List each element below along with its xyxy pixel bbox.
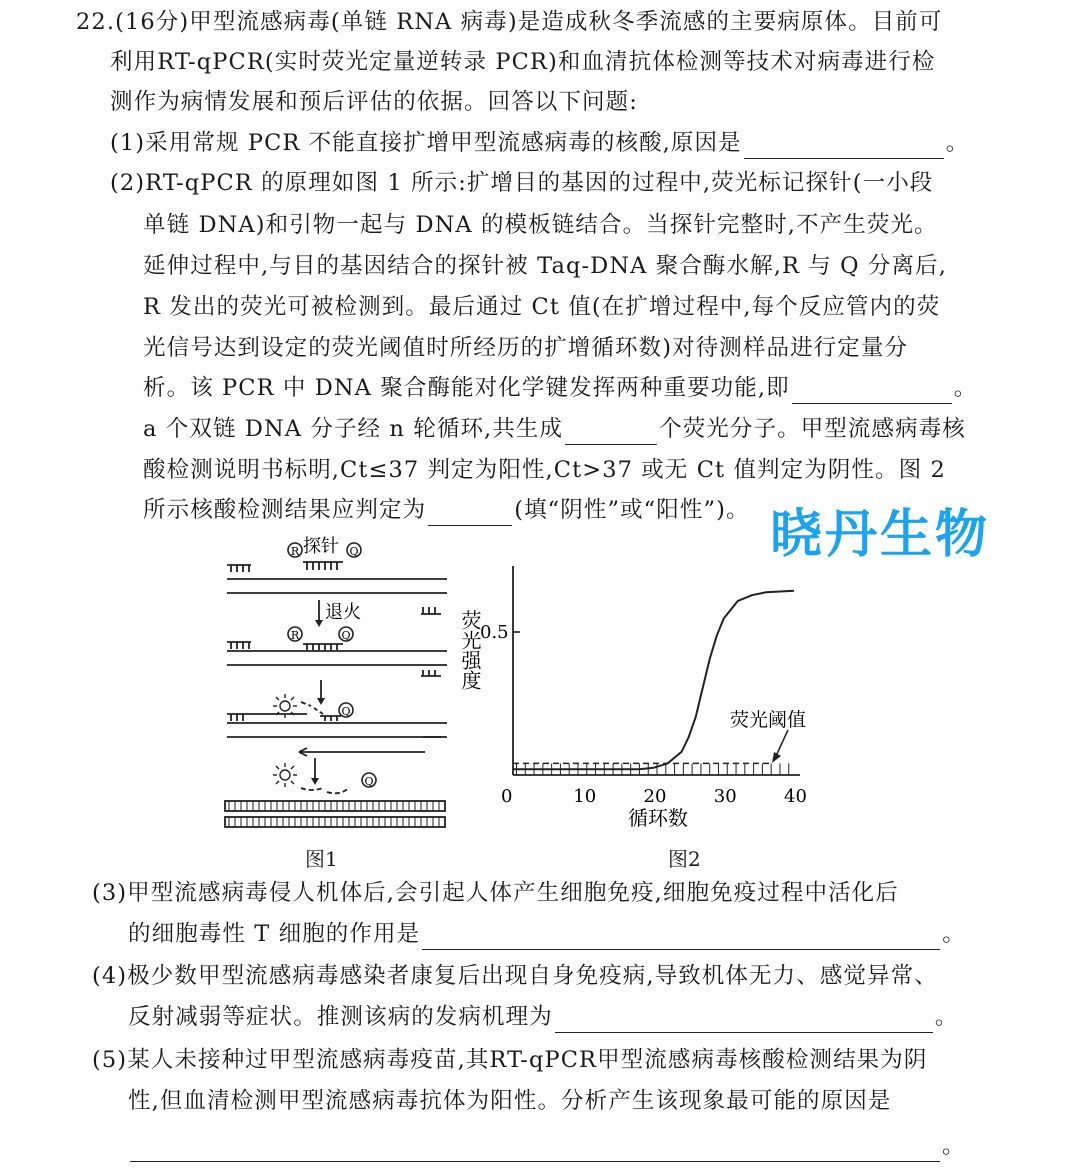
fluorescence-burst-icon-2 (273, 763, 297, 787)
q3-blank[interactable] (422, 923, 940, 950)
q2-l6-period: 。 (953, 375, 978, 401)
q5-line-3 (128, 1130, 966, 1162)
quencher-label-3: Q (341, 705, 351, 718)
figure2-chart (450, 560, 820, 840)
figure2-caption: 图2 (668, 847, 701, 871)
q4-line-1: (4)极少数甲型流感病毒感染者康复后出现自身免疫病,导致机体无力、感觉异常、 (92, 963, 938, 989)
q2-line-3: 延伸过程中,与目的基因结合的探针被 Taq-DNA 聚合酶水解,R 与 Q 分离后, (143, 253, 947, 279)
q2-line-9a: 所示核酸检测结果应判定为 (143, 497, 427, 523)
probe-label: 探针 (303, 536, 339, 557)
q2-line-7 (143, 413, 966, 445)
q2-line-7a: a 个双链 DNA 分子经 n 轮循环,共生成 (143, 416, 564, 442)
q1-period: 。 (945, 130, 970, 156)
x-tick-label: 40 (784, 786, 807, 807)
q4-line-2-text: 反射减弱等症状。推测该病的发病机理为 (128, 1004, 553, 1030)
threshold-pointer (776, 730, 788, 756)
q3-line-2-text: 的细胞毒性 T 细胞的作用是 (128, 921, 421, 947)
q1-blank[interactable] (744, 132, 944, 159)
q2-line-6-text: 析。该 PCR 中 DNA 聚合酶能对化学键发挥两种重要功能,即 (143, 375, 790, 401)
x-tick-label: 0 (501, 786, 513, 807)
q2-blank-result[interactable] (428, 499, 512, 526)
q5-blank[interactable] (130, 1135, 940, 1162)
q2-line-2: 单链 DNA)和引物一起与 DNA 的模板链结合。当探针完整时,不产生荧光。 (143, 212, 938, 238)
figure1-caption: 图1 (305, 847, 338, 871)
figure1-diagram (215, 530, 465, 840)
q2-line-9b: (填“阴性”或“阳性”)。 (514, 497, 750, 523)
q2-blank-count[interactable] (565, 418, 657, 445)
watermark: 晓丹生物 (770, 505, 991, 565)
q2-line-7b: 个荧光分子。甲型流感病毒核 (659, 416, 966, 442)
q4-period: 。 (934, 1004, 959, 1030)
x-tick-label: 30 (713, 786, 737, 807)
q2-line-1: (2)RT-qPCR 的原理如图 1 所示:扩增目的基因的过程中,荧光标记探针(一小段 (110, 170, 934, 196)
q1-text: (1)采用常规 PCR 不能直接扩增甲型流感病毒的核酸,原因是 (110, 130, 742, 156)
quencher-label-1: Q (349, 545, 359, 558)
reporter-label-2: R (290, 629, 300, 642)
intro-line-1: 22.(16分)甲型流感病毒(单链 RNA 病毒)是造成秋冬季流感的主要病原体。目前可 (76, 9, 943, 35)
threshold-label: 荧光阈值 (730, 709, 807, 731)
threshold-pointer-head (772, 752, 781, 763)
intro-line-3: 测作为病情发展和预后评估的依据。回答以下问题: (110, 89, 638, 115)
q2-line-5: 光信号达到设定的荧光阈值时所经历的扩增循环数)对待测样品进行定量分 (143, 335, 909, 361)
q5-line-1: (5)某人未接种过甲型流感病毒疫苗,其RT-qPCR甲型流感病毒核酸检测结果为阴 (92, 1047, 928, 1073)
q2-line-4: R 发出的荧光可被检测到。最后通过 Ct 值(在扩增过程中,每个反应管内的荧 (143, 294, 941, 320)
x-tick-label: 20 (643, 786, 667, 807)
q3-line-2 (128, 918, 966, 950)
y-axis-label: 荧光强度 (458, 610, 482, 690)
fluorescence-curve (513, 591, 794, 769)
q2-line-8: 酸检测说明书标明,Ct≤37 判定为阳性,Ct>37 或无 Ct 值判定为阴性。图 2 (143, 457, 946, 483)
intro-line-2: 利用RT-qPCR(实时荧光定量逆转录 PCR)和血清抗体检测等技术对病毒进行检 (110, 49, 936, 75)
quencher-label-2: Q (341, 629, 351, 642)
y-tick-label: 0.5 (480, 622, 509, 643)
reporter-label-1: R (290, 545, 300, 558)
q2-line-9 (143, 494, 750, 526)
q2-line-6 (143, 372, 977, 404)
q4-line-2 (128, 1001, 958, 1033)
q1-line (110, 127, 969, 159)
fluorescence-burst-icon (273, 694, 297, 718)
q4-blank[interactable] (555, 1006, 933, 1033)
q2-blank-functions[interactable] (792, 377, 952, 404)
q5-period: 。 (942, 1133, 966, 1159)
quencher-label-4: Q (364, 775, 374, 788)
q3-period: 。 (942, 921, 966, 947)
anneal-label: 退火 (325, 602, 361, 623)
x-axis-label: 循环数 (628, 806, 688, 830)
q3-line-1: (3)甲型流感病毒侵人机体后,会引起人体产生细胞免疫,细胞免疫过程中活化后 (92, 880, 899, 906)
x-tick-label: 10 (573, 786, 597, 807)
q5-line-2: 性,但血清检测甲型流感病毒抗体为阳性。分析产生该现象最可能的原因是 (128, 1088, 892, 1114)
